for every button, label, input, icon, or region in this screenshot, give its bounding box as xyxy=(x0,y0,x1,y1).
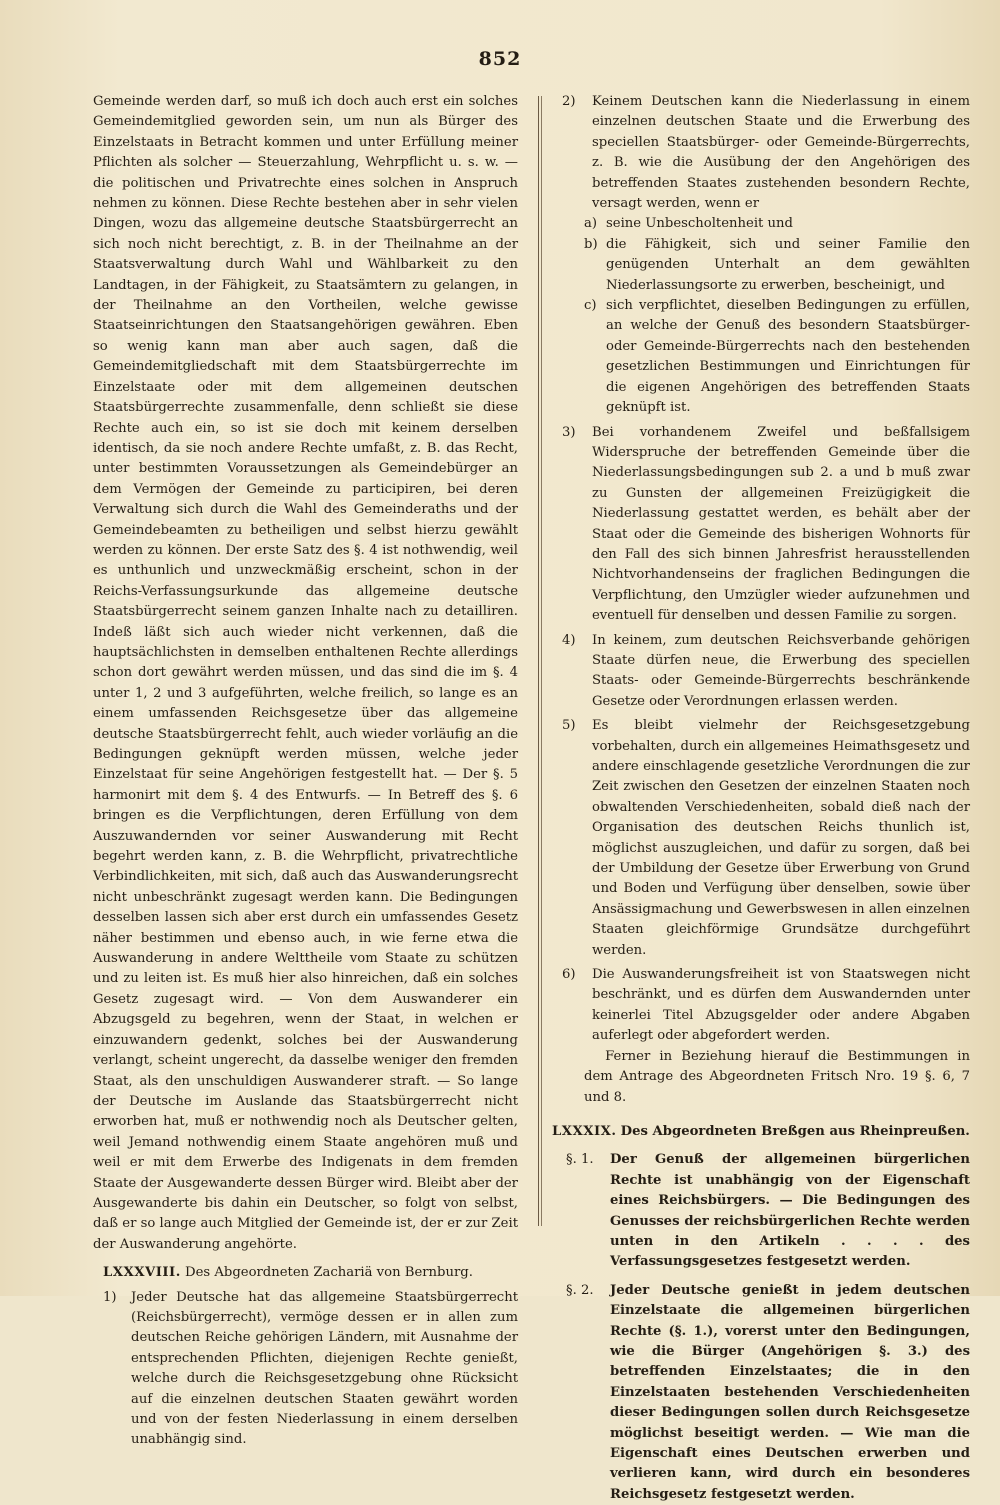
right-item-3-number: 3) xyxy=(562,424,576,440)
page-number: 852 xyxy=(478,48,522,70)
right-sub-item-b xyxy=(562,235,970,296)
right-sub-item-b-letter: b) xyxy=(584,236,598,252)
right-item-2-number: 2) xyxy=(562,94,576,109)
left-item-1-text: Jeder Deutsche hat das allgemeine Staatsbürgerrecht (Reichsbürgerrecht), vermöge dessen er in allen zum deutschen Reiche gehörigen Ländern, mit Ausnahme der entsprechenden Pflichten, diejenigen Rechte genießt, welche durch die Reichsgesetzgebung ohne Rücksicht auf die einzelnen deutschen Staaten gewährt worden und von der festen Niederlassung in einem derselben unabhängig sind. xyxy=(131,1289,518,1448)
right-sub-item-a-text: seine Unbescholtenheit und xyxy=(606,216,793,232)
right-sub-item-a-letter: a) xyxy=(584,216,598,232)
right-item-4-number: 4) xyxy=(562,632,576,648)
column-divider xyxy=(538,96,539,1226)
left-item-1 xyxy=(93,1288,518,1451)
right-sub-item-a xyxy=(562,214,970,234)
heading-lxxxviii xyxy=(93,1263,518,1283)
right-item-4-text: In keinem, zum deutschen Reichsverbande gehörigen Staate dürfen neue, die Erwerbung des speciellen Staats- oder Gemeinde-Bürgerrechts beschränkende Gesetze oder Verordnungen erlassen werden. xyxy=(592,632,970,709)
right-item-5 xyxy=(562,716,970,961)
right-sub-item-c-letter: c) xyxy=(584,298,597,314)
heading-lxxxix-number: LXXXIX. xyxy=(552,1123,617,1139)
right-section-2-number: §. 2. xyxy=(566,1282,594,1298)
left-column xyxy=(93,92,518,1451)
right-column xyxy=(552,92,970,1505)
right-section-2 xyxy=(562,1281,970,1505)
right-sub-item-c-text: sich verpflichtet, dieselben Bedingungen zu erfüllen, an welche der Genuß des besondern Staatsbürger- oder Gemeinde-Bürgerrechts nach den bestehenden gesetzlichen Bestimmungen und Einrichtungen für die eigenen Angehörigen des betreffenden Staats geknüpft ist. xyxy=(606,298,970,416)
right-section-1-text: Der Genuß der allgemeinen bürgerlichen Rechte ist unabhängig von der Eigenschaft eines Reichsbürgers. — Die Bedingungen des Genusses der reichsbürgerlichen Rechte werden unten in den Artikeln . . . . des Verfassungsgesetzes festgesetzt werden. xyxy=(610,1152,970,1270)
heading-lxxxviii-number: LXXXVIII. xyxy=(103,1265,181,1281)
right-item-3-text: Bei vorhandenem Zweifel und beßfallsigem Widerspruche der betreffenden Gemeinde über die Niederlassungsbedingungen sub 2. a und b muß zwar zu Gunsten der allgemeinen Freizügigkeit die Niederlassung gestattet werden, es behält aber der Staat oder die Gemeinde des bisherigen Wohnorts für den Fall des sich binnen Jahresfrist herausstellenden Nichtvorhandenseins der fraglichen Bedingungen die Verpflichtung, den Umzügler wieder aufzunehmen und eventuell für denselben und dessen Familie zu sorgen. xyxy=(592,424,970,624)
column-divider-inner xyxy=(541,96,542,1226)
right-item-2-text: Keinem Deutschen kann die Niederlassung in einem einzelnen deutschen Staate und die Erwerbung des speciellen Staatsbürger- oder Gemeinde-Bürgerrechts, z. B. wie die Ausübung der den Angehörigen des betreffenden Staates zustehenden besondern Rechte, versagt werden, wenn er xyxy=(592,94,970,212)
right-further-paragraph: Ferner in Beziehung hierauf die Bestimmungen in dem Antrage des Abgeordneten Fritsch Nro. 19 §. 6, 7 und 8. xyxy=(584,1048,970,1105)
right-sub-item-b-text: die Fähigkeit, sich und seiner Familie den genügenden Unterhalt an dem gewählten Niederlassungsorte zu erwerben, bescheinigt, und xyxy=(606,236,970,293)
heading-lxxxix xyxy=(542,1122,970,1142)
right-item-5-text: Es bleibt vielmehr der Reichsgesetzgebung vorbehalten, durch ein allgemeines Heimathsgesetz und andere einschlagende gesetzliche Verordnungen die zur Zeit zwischen den Gesetzen der einzelnen Staaten noch obwaltenden Verschiedenheiten, sobald dieß nach der Organisation des deutschen Reichs thunlich ist, möglichst auszugleichen, und dafür zu sorgen, daß bei der Umbildung der Gesetze über Erwerbung von Grund und Boden und Verfügung über denselben, sowie über Ansässigmachung und Gewerbswesen in allen einzelnen Staaten gleichförmige Grundsätze durchgeführt werden. xyxy=(592,718,970,958)
heading-lxxxviii-text: Des Abgeordneten Zachariä von Bernburg. xyxy=(185,1265,473,1281)
right-item-4 xyxy=(562,631,970,713)
right-sub-item-c xyxy=(562,296,970,418)
right-item-3 xyxy=(562,423,970,627)
right-item-6 xyxy=(562,965,970,1047)
right-section-2-text: Jeder Deutsche genießt in jedem deutschen Einzelstaate die allgemeinen bürgerlichen Rechte (§. 1.), vorerst unter den Bedingungen, wie die Bürger (Angehörigen §. 3.) des betreffenden Einzelstaates; die in den Einzelstaaten bestehenden Verschiedenheiten dieser Bedingungen sollen durch Reichsgesetze möglichst beseitigt werden. — Wie man die Eigenschaft eines Deutschen erwerben und verlieren kann, wird durch ein besonderes Reichsgesetz festgesetzt werden. xyxy=(610,1282,970,1502)
right-section-1-number: §. 1. xyxy=(566,1152,594,1168)
right-item-6-text: Die Auswanderungsfreiheit ist von Staatswegen nicht beschränkt, und es dürfen dem Auswandernden unter keinerlei Titel Abzugsgelder oder andere Abgaben auferlegt oder abgefordert werden. xyxy=(592,967,970,1044)
heading-lxxxix-text: Des Abgeordneten Breßgen aus Rheinpreußen. xyxy=(620,1123,970,1139)
right-item-5-number: 5) xyxy=(562,718,576,734)
right-item-6-number: 6) xyxy=(562,967,576,983)
right-item-2 xyxy=(562,92,970,214)
left-continuation-paragraph: Gemeinde werden darf, so muß ich doch auch erst ein solches Gemeindemitglied geworden sein, um nun als Bürger des Einzelstaats in Betracht kommen und unter Erfüllung meiner Pflichten als solcher — Steuerzahlung, Wehrpflicht u. s. w. — die politischen und Privatrechte eines solchen in Anspruch nehmen zu können. Diese Rechte bestehen aber in sehr vielen Dingen, wozu das allgemeine deutsche Staatsbürgerrecht an sich noch nicht berechtigt, z. B. in der Theilnahme an der Staatsverwaltung durch Wahl und Wählbarkeit zu den Landtagen, in der Fähigkeit, zu Staatsämtern zu gelangen, in der Theilnahme an den Vortheilen, welche gewisse Staatseinrichtungen den Staatsangehörigen gewähren. Eben so wenig kann man aber auch sagen, daß die Gemeindemitgliedschaft mit dem Staatsbürgerrechte im Einzelstaate oder mit dem allgemeinen deutschen Staatsbürgerrechte zusammenfalle, denn schließt sie diese Rechte auch ein, so ist sie doch mit keinem derselben identisch, da sie noch andere Rechte umfaßt, z. B. das Recht, unter bestimmten Voraussetzungen als Gemeindebürger an dem Vermögen der Gemeinde zu participiren, bei deren Verwaltung sich durch die Wahl des Gemeinderaths und der Gemeindebeamten zu betheiligen und selbst hierzu gewählt werden zu können. Der erste Satz des §. 4 ist nothwendig, weil es unthunlich und unzweckmäßig erscheint, schon in der Reichs-Verfassungsurkunde das allgemeine deutsche Staatsbürgerrecht seinem ganzen Inhalte nach zu detailliren. Indeß läßt sich auch wieder nicht verkennen, daß die hauptsächlichsten in demselben enthaltenen Rechte allerdings schon dort gewährt werden müssen, und das sind die im §. 4 unter 1, 2 und 3 aufgeführten, welche freilich, so lange es an einem umfassenden Reichsgesetze über das allgemeine deutsche Staatsbürgerrecht fehlt, auch wieder vorläufig an die Bedingungen geknüpft werden müssen, welche jeder Einzelstaat für seine Angehörigen festgestellt hat. — Der §. 5 harmonirt mit dem §. 4 des Entwurfs. — In Betreff des §. 6 bringen es die Verpflichtungen, deren Erfüllung von dem Auszuwandernden vor seiner Auswanderung mit Recht begehrt werden kann, z. B. die Wehrpflicht, privatrechtliche Verbindlichkeiten, mit sich, daß auch das Auswanderungsrecht nicht unbeschränkt zugesagt werden kann. Die Bedingungen desselben lassen sich aber erst durch ein umfassendes Gesetz näher bestimmen und ebenso auch, in wie ferne etwa die Auswanderung in andere Welttheile vom Staate zu schützen und zu leiten ist. Es muß hier also hinreichen, daß ein solches Gesetz zugesagt wird. — Von dem Auswanderer ein Abzugsgeld zu begehren, wenn der Staat, in welchen er einzuwandern gedenkt, solches bei der Auswanderung verlangt, scheint ungerecht, da dasselbe weniger den fremden Staat, als den unschuldigen Auswanderer straft. — So lange der Deutsche im Auslande das Staatsbürgerrecht nicht erworben hat, muß er nothwendig noch als Deutscher gelten, weil Jemand nothwendig einem Staate angehören muß und weil er mit dem Erwerbe des Indigenats in dem fremden Staate der Ausgewanderte dessen Bürger wird. Bleibt aber der Ausgewanderte bis dahin ein Deutscher, so folgt von selbst, daß er so lange auch Mitglied der Gemeinde ist, der er zur Zeit der Auswanderung angehörte. xyxy=(93,94,518,1252)
right-section-1 xyxy=(562,1150,970,1272)
left-item-1-number: 1) xyxy=(103,1289,117,1305)
